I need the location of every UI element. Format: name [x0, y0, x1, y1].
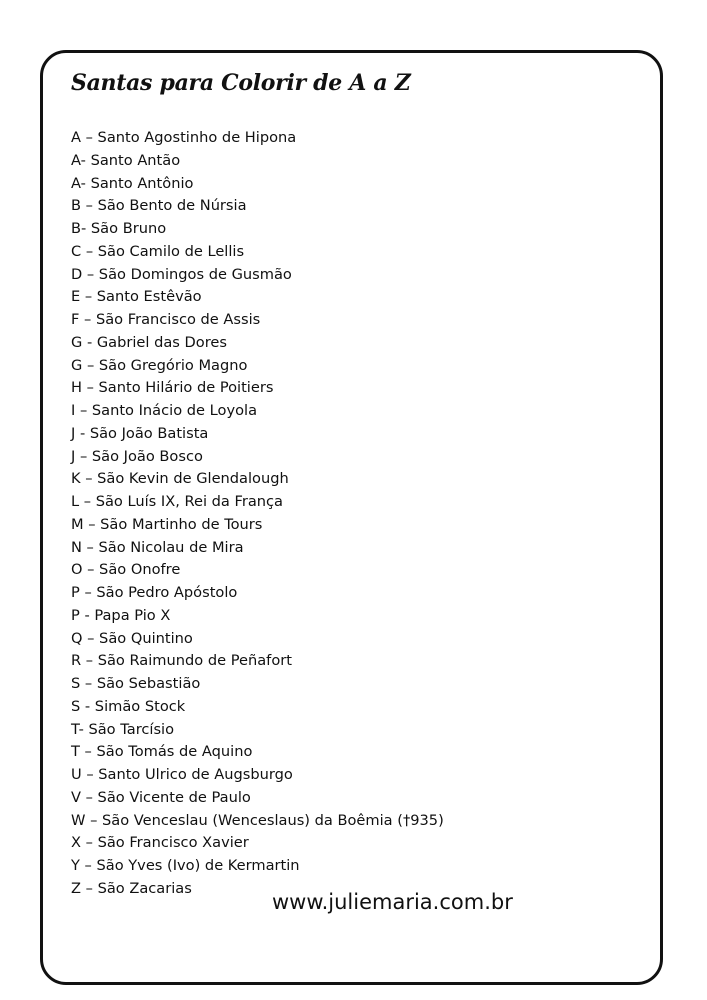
list-item: T- São Tarcísio: [71, 720, 175, 738]
list-item: Z – São Zacarias: [71, 879, 192, 897]
list-item: S - Simão Stock: [71, 697, 186, 715]
list-item: E – Santo Estêvão: [71, 288, 202, 306]
list-item: I – Santo Inácio de Loyola: [71, 402, 258, 419]
list-item: M – São Martinho de Tours: [71, 515, 263, 533]
list-item: G - Gabriel das Dores: [71, 333, 227, 351]
list-item: K – São Kevin de Glendalough: [71, 470, 289, 488]
list-item: S – São Sebastião: [71, 675, 201, 692]
list-item: A – Santo Agostinho de Hipona: [71, 129, 297, 146]
list-item: L – São Luís IX, Rei da França: [71, 493, 283, 510]
list-item: P – São Pedro Apóstolo: [71, 584, 238, 601]
list-item: B – São Bento de Núrsia: [71, 197, 247, 215]
list-item: J – São João Bosco: [71, 447, 203, 465]
list-item: Q – São Quintino: [71, 629, 193, 647]
page-title: Santas para Colorir de A a Z: [71, 70, 411, 96]
list-item: W – São Venceslau (Wenceslaus) da Boêmia (†935): [71, 811, 444, 829]
list-item: R – São Raimundo de Peñafort: [71, 652, 292, 670]
list-item: J - São João Batista: [71, 424, 209, 442]
list-item: P - Papa Pio X: [71, 606, 171, 624]
list-item: B- São Bruno: [71, 220, 167, 237]
list-item: F – São Francisco de Assis: [71, 311, 261, 328]
list-item: A- Santo Antônio: [71, 174, 194, 192]
list-item: D – São Domingos de Gusmão: [71, 265, 292, 283]
list-item: Y – São Yves (Ivo) de Kermartin: [71, 857, 300, 874]
list-item: G – São Gregório Magno: [71, 356, 248, 374]
website-url: www.juliemaria.com.br: [272, 890, 513, 914]
list-item: V – São Vicente de Paulo: [71, 788, 251, 806]
list-item: O – São Onofre: [71, 561, 181, 579]
list-item: T – São Tomás de Aquino: [71, 743, 253, 761]
list-item: C – São Camilo de Lellis: [71, 242, 245, 260]
list-item: N – São Nicolau de Mira: [71, 538, 244, 556]
list-item: H – Santo Hilário de Poitiers: [71, 379, 274, 397]
list-item: A- Santo Antão: [71, 151, 181, 169]
saints-list: [71, 127, 444, 901]
list-item: X – São Francisco Xavier: [71, 834, 249, 852]
list-item: U – Santo Ulrico de Augsburgo: [71, 766, 293, 783]
